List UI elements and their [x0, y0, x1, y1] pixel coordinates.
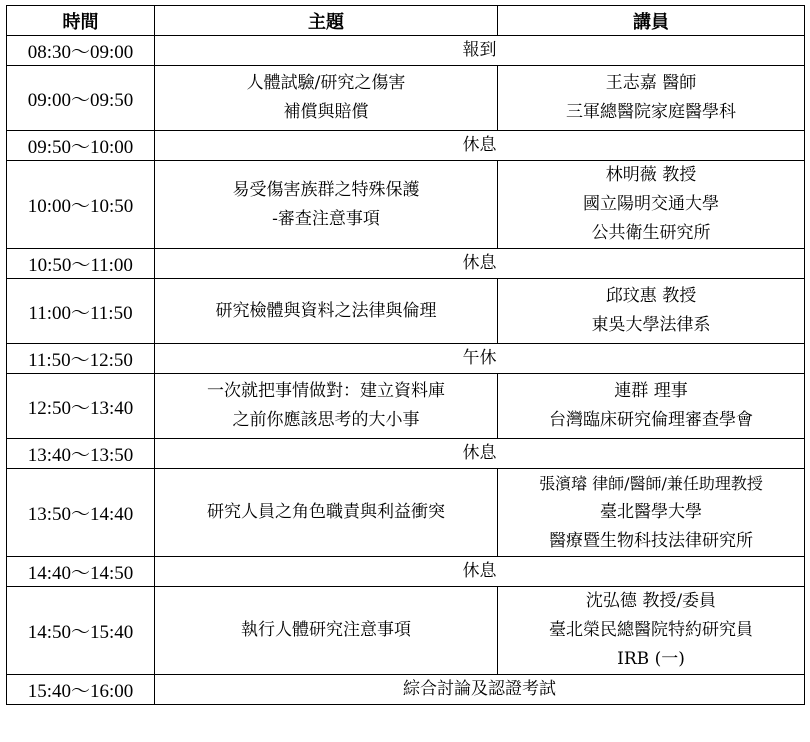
- break-cell: 休息: [155, 439, 805, 469]
- topic-line: 研究檢體與資料之法律與倫理: [215, 300, 437, 321]
- time-cell: 13:50～14:40: [7, 469, 155, 557]
- topic-line: 研究人員之角色職責與利益衝突: [207, 502, 445, 522]
- header-topic: 主題: [155, 6, 498, 36]
- topic-line: 補償與賠償: [283, 102, 369, 122]
- speaker-line: IRB (一): [617, 649, 685, 669]
- table-row-break: [7, 131, 805, 161]
- time-cell: 08:30～09:00: [7, 36, 155, 66]
- table-row-session: [7, 279, 805, 344]
- speaker-line: 臺北榮民總醫院特約研究員: [549, 620, 753, 640]
- time-cell: 10:00～10:50: [7, 161, 155, 249]
- speaker-cell: [498, 587, 805, 675]
- time-cell: 09:00～09:50: [7, 66, 155, 131]
- break-cell: 休息: [155, 131, 805, 161]
- topic-cell: [155, 587, 498, 675]
- speaker-line: 邱玟惠 教授: [605, 286, 697, 306]
- break-cell: 休息: [155, 557, 805, 587]
- speaker-cell: [498, 161, 805, 249]
- topic-line: 執行人體研究注意事項: [241, 620, 411, 640]
- table-row-session: [7, 161, 805, 249]
- time-cell: 14:40～14:50: [7, 557, 155, 587]
- speaker-line: 張濱璿 律師/醫師/兼任助理教授: [539, 474, 763, 493]
- speaker-line: 醫療暨生物科技法律研究所: [549, 531, 753, 551]
- speaker-cell: [498, 66, 805, 131]
- speaker-cell: [498, 469, 805, 557]
- time-cell: 11:50～12:50: [7, 344, 155, 374]
- time-cell: 12:50～13:40: [7, 374, 155, 439]
- topic-cell: [155, 161, 498, 249]
- topic-line: -審查注意事項: [272, 208, 380, 229]
- table-row-session: [7, 587, 805, 675]
- time-cell: 13:40～13:50: [7, 439, 155, 469]
- table-row-break: [7, 344, 805, 374]
- speaker-line: 林明薇 教授: [605, 165, 697, 185]
- speaker-cell: [498, 374, 805, 439]
- topic-line: 之前你應該思考的大小事: [232, 410, 420, 430]
- topic-cell: [155, 279, 498, 344]
- speaker-line: 沈弘德 教授/委員: [585, 591, 717, 611]
- time-cell: 09:50～10:00: [7, 131, 155, 161]
- time-cell: 11:00～11:50: [7, 279, 155, 344]
- header-time: 時間: [7, 6, 155, 36]
- break-cell: 午休: [155, 344, 805, 374]
- topic-cell: [155, 469, 498, 557]
- topic-cell: [155, 66, 498, 131]
- table-row-break: [7, 36, 805, 66]
- topic-line: 易受傷害族群之特殊保護: [232, 179, 420, 200]
- speaker-line: 臺北醫學大學: [600, 502, 702, 522]
- time-cell: 14:50～15:40: [7, 587, 155, 675]
- table-row-session: [7, 469, 805, 557]
- topic-cell: [155, 374, 498, 439]
- table-row-break: [7, 557, 805, 587]
- speaker-line: 王志嘉 醫師: [605, 73, 697, 93]
- table-row-break: [7, 249, 805, 279]
- time-cell: 10:50～11:00: [7, 249, 155, 279]
- header-row: [7, 6, 805, 36]
- time-cell: 15:40～16:00: [7, 675, 155, 705]
- speaker-line: 連群 理事: [614, 381, 688, 401]
- topic-line: 一次就把事情做對：建立資料庫: [207, 381, 445, 401]
- speaker-line: 台灣臨床研究倫理審查學會: [549, 410, 753, 430]
- table-row-break: [7, 675, 805, 705]
- speaker-line: 國立陽明交通大學: [583, 194, 719, 214]
- header-speaker: 講員: [498, 6, 805, 36]
- speaker-line: 公共衛生研究所: [591, 223, 711, 243]
- schedule-body: [7, 36, 805, 705]
- speaker-line: 東吳大學法律系: [591, 315, 711, 335]
- table-row-session: [7, 374, 805, 439]
- schedule-table: [6, 5, 805, 705]
- table-row-break: [7, 439, 805, 469]
- table-row-session: [7, 66, 805, 131]
- break-cell: 休息: [155, 249, 805, 279]
- topic-line: 人體試驗/研究之傷害: [246, 73, 406, 93]
- speaker-line: 三軍總醫院家庭醫學科: [566, 102, 736, 122]
- speaker-cell: [498, 279, 805, 344]
- break-cell: 報到: [155, 36, 805, 66]
- break-cell: 綜合討論及認證考試: [155, 675, 805, 705]
